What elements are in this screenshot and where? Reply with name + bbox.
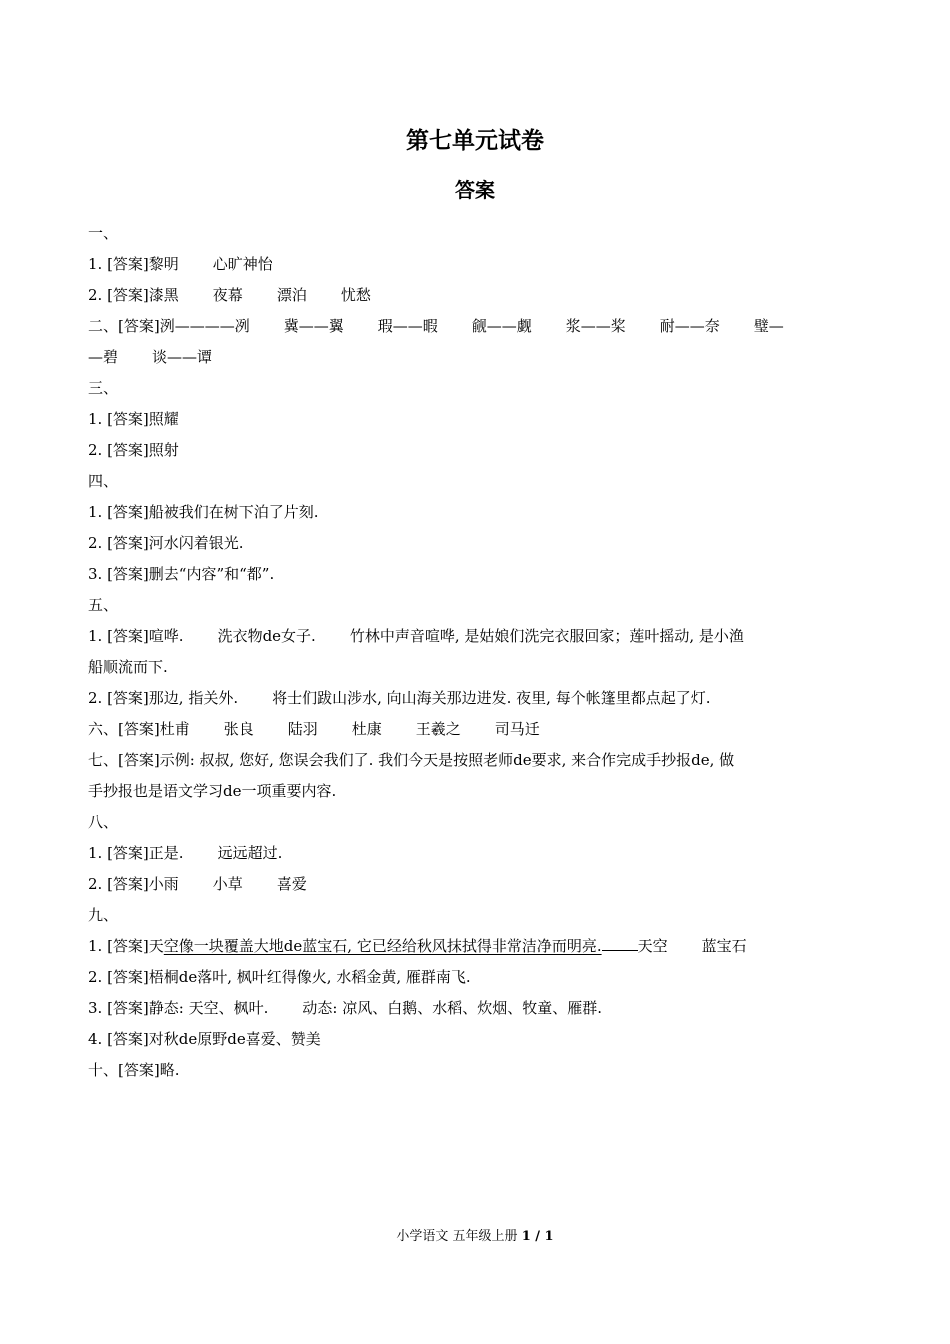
page-number: 1 / 1 — [521, 1229, 554, 1244]
answer-8-2: 2. [答案]小雨 小草 喜爱 — [88, 875, 307, 893]
footer-label: 小学语文 五年级上册 — [396, 1229, 518, 1244]
answer-6: 六、[答案]杜甫 张良 陆羽 杜康 王羲之 司马迁 — [88, 720, 540, 738]
section-1-heading: 一、 — [88, 224, 119, 242]
answer-5-1-cont: 船顺流而下. — [88, 658, 168, 676]
answer-5-1: 1. [答案]喧哗. 洗衣物de女子. 竹林中声音喧哗, 是姑娘们洗完衣服回家；莲叶摇动, 是小渔 — [88, 627, 744, 645]
page-footer — [0, 1227, 950, 1247]
answer-7-cont: 手抄报也是语文学习de一项重要内容. — [88, 782, 337, 800]
underlined-answer: 空像一块覆盖大地de蓝宝石, 它已经给秋风抹拭得非常洁净而明亮. — [163, 937, 602, 955]
answer-3-1: 1. [答案]照耀 — [88, 410, 179, 428]
section-4-heading: 四、 — [88, 472, 119, 490]
answer-4-1: 1. [答案]船被我们在树下泊了片刻. — [88, 503, 319, 521]
answer-1-2: 2. [答案]漆黑 夜幕 漂泊 忧愁 — [88, 286, 371, 304]
answer-1-1: 1. [答案]黎明 心旷神怡 — [88, 255, 273, 273]
section-9-heading: 九、 — [88, 906, 119, 924]
page-title: 第七单元试卷 — [406, 128, 544, 154]
answer-8-1: 1. [答案]正是. 远远超过. — [88, 844, 283, 862]
answer-10: 十、[答案]略. — [88, 1061, 180, 1079]
underline-blank — [602, 932, 638, 951]
answer-3-2: 2. [答案]照射 — [88, 441, 179, 459]
answer-7: 七、[答案]示例: 叔叔, 您好, 您误会我们了. 我们今天是按照老师de要求, 来合作完成手抄报de, 做 — [88, 751, 735, 769]
answer-9-3: 3. [答案]静态: 天空、枫叶. 动态: 凉风、白鹅、水稻、炊烟、牧童、雁群. — [88, 999, 602, 1017]
page-subtitle: 答案 — [455, 178, 495, 202]
section-8-heading: 八、 — [88, 813, 119, 831]
answer-4-3: 3. [答案]删去“内容”和“都”. — [88, 565, 275, 583]
answer-2-cont: —碧 谈——谭 — [88, 348, 213, 366]
answer-9-1: 1. [答案]天空像一块覆盖大地de蓝宝石, 它已经给秋风抹拭得非常洁净而明亮. 天空 蓝宝石 — [88, 931, 848, 962]
answer-9-4: 4. [答案]对秋de原野de喜爱、赞美 — [88, 1030, 321, 1048]
answer-5-2: 2. [答案]那边, 指关外. 将士们跋山涉水, 向山海关那边进发. 夜里, 每个帐篷里都点起了灯. — [88, 689, 711, 707]
answer-body — [88, 218, 848, 1086]
answer-4-2: 2. [答案]河水闪着银光. — [88, 534, 244, 552]
section-5-heading: 五、 — [88, 596, 119, 614]
section-3-heading: 三、 — [88, 379, 119, 397]
answer-9-2: 2. [答案]梧桐de落叶, 枫叶红得像火, 水稻金黄, 雁群南飞. — [88, 968, 471, 986]
answer-2: 二、[答案]洌————冽 冀——翼 瑕——暇 觎——觑 浆——桨 耐——奈 璧— — [88, 317, 784, 335]
